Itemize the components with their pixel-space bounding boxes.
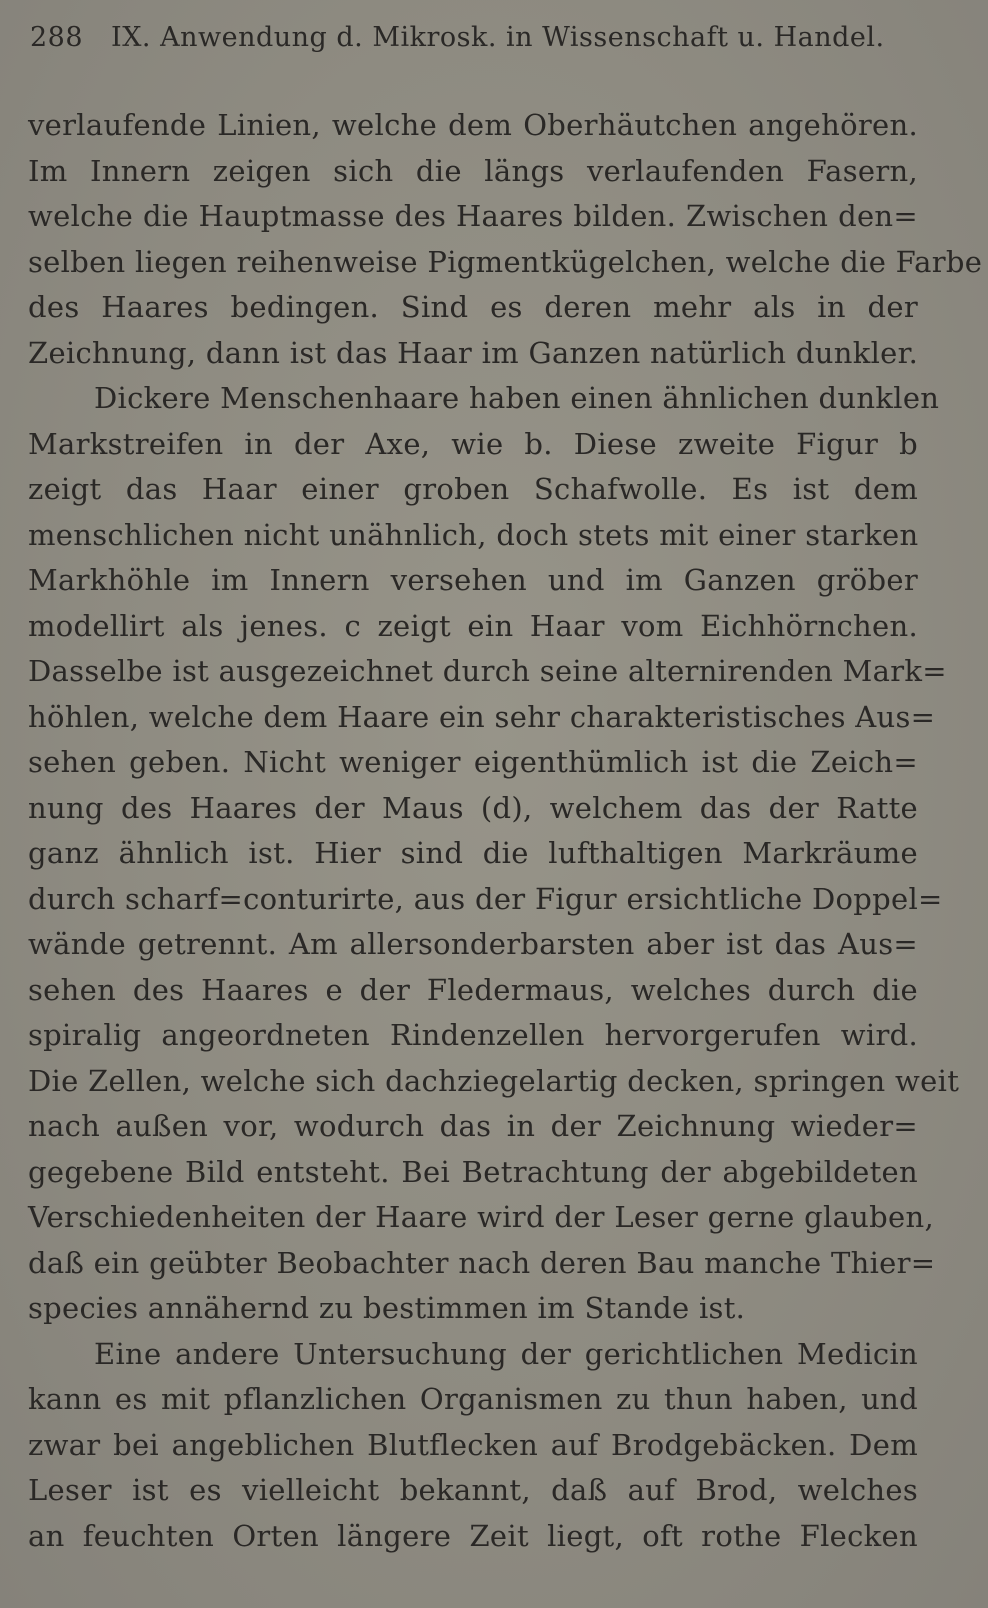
text-line: spiralig angeordneten Rindenzellen hervorgerufen wird. bbox=[28, 1018, 918, 1052]
page-number: 288 bbox=[30, 22, 84, 53]
text-line: sehen geben. Nicht weniger eigenthümlich ist die Zeich= bbox=[28, 745, 918, 779]
paragraph-start-line: Dickere Menschenhaare haben einen ähnlichen dunklen bbox=[94, 381, 940, 415]
text-line: menschlichen nicht unähnlich, doch stets mit einer starken bbox=[28, 517, 919, 552]
text-line: durch scharf=conturirte, aus der Figur ersichtliche Doppel= bbox=[28, 881, 943, 916]
text-line: daß ein geübter Beobachter nach deren Bau manche Thier= bbox=[28, 1245, 936, 1280]
text-line: zwar bei angeblichen Blutflecken auf Brodgebäcken. Dem bbox=[28, 1427, 918, 1462]
chapter-title: IX. Anwendung d. Mikrosk. in Wissenschaft u. Handel. bbox=[111, 22, 885, 53]
text-line: selben liegen reihenweise Pigmentkügelchen, welche die Farbe bbox=[28, 244, 983, 279]
text-line: modellirt als jenes. c zeigt ein Haar vom Eichhörnchen. bbox=[28, 608, 918, 643]
text-line: gegebene Bild entsteht. Bei Betrachtung der abgebildeten bbox=[28, 1154, 918, 1189]
running-head bbox=[30, 22, 930, 62]
text-line: Dasselbe ist ausgezeichnet durch seine alternirenden Mark= bbox=[28, 654, 947, 688]
text-line: Verschiedenheiten der Haare wird der Leser gerne glauben, bbox=[28, 1200, 934, 1234]
text-line: species annähernd zu bestimmen im Stande ist. bbox=[28, 1291, 746, 1325]
paragraph-start-line: Eine andere Untersuchung der gerichtlichen Medicin bbox=[94, 1336, 918, 1371]
text-line: Zeichnung, dann ist das Haar im Ganzen natürlich dunkler. bbox=[28, 335, 919, 370]
text-line: ganz ähnlich ist. Hier sind die lufthaltigen Markräume bbox=[28, 836, 918, 870]
text-line: Markhöhle im Innern versehen und im Ganzen gröber bbox=[28, 563, 918, 597]
text-line: nach außen vor, wodurch das in der Zeichnung wieder= bbox=[28, 1109, 918, 1143]
text-line: welche die Hauptmasse des Haares bilden. Zwischen den= bbox=[28, 199, 918, 233]
text-line: Leser ist es vielleicht bekannt, daß auf Brod, welches bbox=[28, 1473, 918, 1507]
text-line: verlaufende Linien, welche dem Oberhäutchen angehören. bbox=[28, 108, 918, 142]
text-line: kann es mit pflanzlichen Organismen zu thun haben, und bbox=[28, 1382, 918, 1416]
text-line: wände getrennt. Am allersonderbarsten aber ist das Aus= bbox=[28, 927, 918, 961]
text-line: nung des Haares der Maus (d), welchem das der Ratte bbox=[28, 790, 918, 825]
text-line: Die Zellen, welche sich dachziegelartig decken, springen weit bbox=[28, 1063, 960, 1098]
text-line: sehen des Haares e der Fledermaus, welches durch die bbox=[28, 972, 918, 1007]
text-line: an feuchten Orten längere Zeit liegt, oft rothe Flecken bbox=[28, 1518, 918, 1553]
text-line: Markstreifen in der Axe, wie b. Diese zweite Figur b bbox=[28, 426, 918, 461]
text-line: höhlen, welche dem Haare ein sehr charakteristisches Aus= bbox=[28, 699, 936, 734]
body-text bbox=[28, 103, 983, 1559]
text-line: des Haares bedingen. Sind es deren mehr als in der bbox=[28, 290, 918, 324]
text-line: zeigt das Haar einer groben Schafwolle. Es ist dem bbox=[28, 472, 918, 506]
text-line: Im Innern zeigen sich die längs verlaufenden Fasern, bbox=[28, 153, 918, 188]
